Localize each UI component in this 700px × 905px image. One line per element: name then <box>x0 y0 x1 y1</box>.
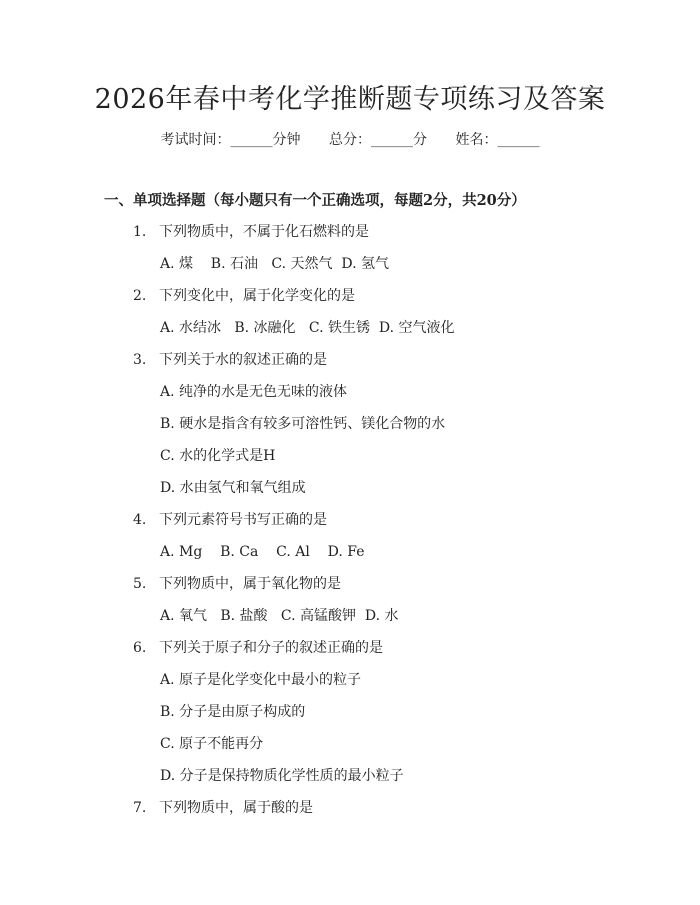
question-number: 1. <box>133 224 147 240</box>
question-3-option-a: A. 纯净的水是无色无味的液体 <box>160 384 348 400</box>
total-score: 总分：______分 <box>329 132 427 148</box>
question-text: 下列变化中，属于化学变化的是 <box>159 288 355 304</box>
question-text: 下列关于水的叙述正确的是 <box>159 352 327 368</box>
question-6-option-a: A. 原子是化学变化中最小的粒子 <box>160 672 362 688</box>
question-4 <box>133 510 327 530</box>
question-number: 7. <box>133 800 147 816</box>
question-3-option-b: B. 硬水是指含有较多可溶性钙、镁化合物的水 <box>160 416 446 432</box>
question-number: 4. <box>133 512 147 528</box>
question-text: 下列关于原子和分子的叙述正确的是 <box>159 640 383 656</box>
question-text: 下列物质中，不属于化石燃料的是 <box>159 224 369 240</box>
question-1-options: A. 煤 B. 石油 C. 天然气 D. 氢气 <box>160 256 389 272</box>
exam-time: 考试时间：______分钟 <box>160 132 301 148</box>
question-7 <box>133 798 313 818</box>
question-3-option-d: D. 水由氢气和氧气组成 <box>160 480 306 496</box>
page-title: 2026年春中考化学推断题专项练习及答案 <box>94 84 606 115</box>
question-number: 2. <box>133 288 147 304</box>
question-4-options: A. Mg B. Ca C. Al D. Fe <box>160 544 365 560</box>
question-3-option-c: C. 水的化学式是H <box>160 448 276 464</box>
question-text: 下列物质中，属于氧化物的是 <box>159 576 341 592</box>
question-6-option-b: B. 分子是由原子构成的 <box>160 704 306 720</box>
exam-meta <box>0 130 700 150</box>
question-number: 5. <box>133 576 147 592</box>
question-2 <box>133 286 355 306</box>
question-6 <box>133 638 383 658</box>
question-6-option-d: D. 分子是保持物质化学性质的最小粒子 <box>160 768 404 784</box>
question-3 <box>133 350 327 370</box>
question-text: 下列元素符号书写正确的是 <box>159 512 327 528</box>
section-heading: 一、单项选择题（每小题只有一个正确选项，每题2分，共20分） <box>104 192 526 209</box>
question-5-options: A. 氧气 B. 盐酸 C. 高锰酸钾 D. 水 <box>160 608 399 624</box>
question-1 <box>133 222 369 242</box>
question-number: 6. <box>133 640 147 656</box>
question-text: 下列物质中，属于酸的是 <box>159 800 313 816</box>
question-6-option-c: C. 原子不能再分 <box>160 736 264 752</box>
student-name: 姓名：______ <box>455 132 540 148</box>
question-2-options: A. 水结冰 B. 冰融化 C. 铁生锈 D. 空气液化 <box>160 320 455 336</box>
question-5 <box>133 574 341 594</box>
question-number: 3. <box>133 352 147 368</box>
